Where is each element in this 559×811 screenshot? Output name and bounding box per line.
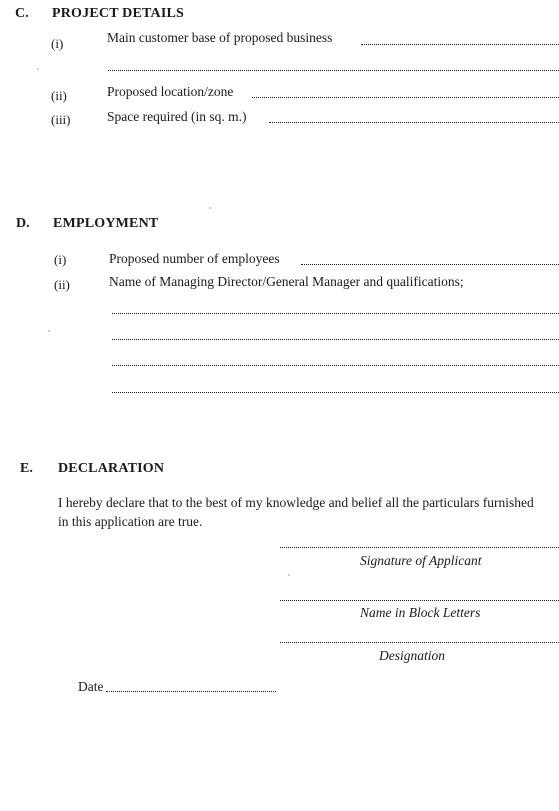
location-zone-field[interactable] — [252, 97, 559, 98]
item-c1-number: (i) — [51, 36, 64, 51]
employee-count-field[interactable] — [301, 264, 559, 265]
declaration-statement: I hereby declare that to the best of my knowledge and belief all the particulars furnished in this application are true. — [58, 495, 534, 529]
designation-field[interactable] — [280, 642, 559, 643]
space-required-field[interactable] — [269, 122, 559, 123]
director-field-line-2[interactable] — [112, 339, 559, 340]
item-c1-label: Main customer base of proposed business — [107, 30, 333, 45]
item-d1-number: (i) — [54, 252, 67, 267]
item-c3-number: (iii) — [51, 112, 71, 127]
item-c2-number: (ii) — [51, 88, 67, 103]
section-e-title: DECLARATION — [58, 461, 165, 476]
signature-label: Signature of Applicant — [360, 553, 482, 568]
director-field-line-1[interactable] — [112, 313, 559, 314]
scan-speck — [209, 207, 211, 209]
name-block-letters-label: Name in Block Letters — [360, 605, 481, 620]
scan-speck — [48, 330, 50, 332]
scan-speck — [37, 68, 39, 70]
director-field-line-3[interactable] — [112, 365, 559, 366]
signature-field[interactable] — [280, 547, 559, 548]
section-e-letter: E. — [20, 461, 33, 476]
section-c-letter: C. — [15, 6, 29, 21]
customer-base-field[interactable] — [361, 44, 559, 45]
item-d2-number: (ii) — [54, 277, 70, 292]
item-c3-label: Space required (in sq. m.) — [107, 109, 247, 124]
section-d-letter: D. — [16, 216, 30, 231]
date-label: Date — [78, 679, 104, 694]
date-field[interactable] — [106, 691, 276, 692]
section-c-title: PROJECT DETAILS — [52, 6, 185, 21]
scan-speck — [288, 574, 290, 576]
designation-label: Designation — [379, 648, 445, 663]
item-d2-label: Name of Managing Director/General Manager and qualifications; — [109, 274, 464, 289]
item-c2-label: Proposed location/zone — [107, 84, 234, 99]
item-d1-label: Proposed number of employees — [109, 251, 280, 266]
director-field-line-4[interactable] — [112, 392, 559, 393]
name-block-letters-field[interactable] — [280, 600, 559, 601]
customer-base-field-continued[interactable] — [108, 70, 559, 71]
section-d-title: EMPLOYMENT — [53, 216, 159, 231]
